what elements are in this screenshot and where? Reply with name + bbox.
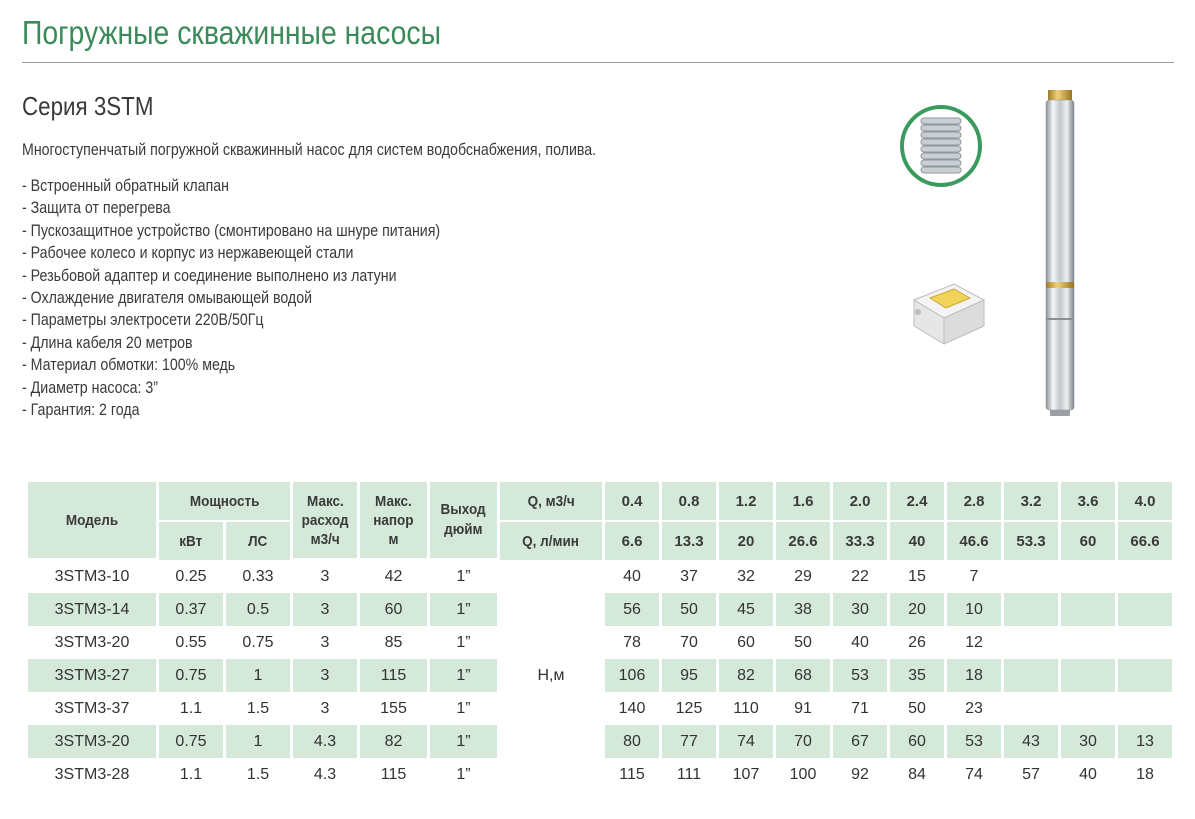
head-value-cell: 13 [1118, 725, 1172, 758]
max-head-cell: 115 [380, 765, 407, 783]
max-head-cell: 82 [360, 725, 427, 758]
model-cell: 3STM3-14 [28, 593, 156, 626]
max-flow-cell: 3 [293, 593, 357, 626]
q-lmin-label: Q, л/мин [500, 522, 602, 560]
head-value-cell: 45 [719, 593, 773, 626]
max-flow-cell: 4.3 [293, 725, 357, 758]
col-kw: кВт [159, 522, 223, 560]
head-value-cell: 15 [908, 567, 926, 585]
q-m3-cell: 4.0 [1118, 482, 1172, 522]
control-box-image [906, 278, 988, 348]
head-value-cell: 100 [789, 765, 817, 783]
head-value-cell [1118, 560, 1172, 593]
model-cell: 3STM3-27 [28, 659, 156, 692]
hp-cell: 0.5 [226, 593, 290, 626]
head-value-cell [1118, 692, 1172, 725]
feature-item: - Длина кабеля 20 метров [22, 333, 193, 352]
hp-cell: 1.5 [246, 765, 270, 783]
head-value-cell: 32 [737, 567, 755, 585]
head-value-cell: 23 [965, 699, 983, 717]
q-m3-cell: 0.4 [605, 482, 659, 522]
head-value-cell [1118, 593, 1172, 626]
model-cell: 3STM3-10 [54, 567, 130, 585]
q-lmin-cell: 60 [1061, 522, 1115, 560]
head-value-cell: 38 [776, 593, 830, 626]
head-value-cell: 22 [851, 567, 869, 585]
max-head-cell: 60 [360, 593, 427, 626]
q-m3-cell: 2.4 [890, 482, 944, 522]
specification-table [25, 482, 1175, 791]
table-row [28, 560, 1172, 593]
head-value-cell: 43 [1004, 725, 1058, 758]
model-cell: 3STM3-28 [54, 765, 130, 783]
head-value-cell: 35 [890, 659, 944, 692]
head-value-cell [1118, 626, 1172, 659]
head-value-cell [1061, 560, 1115, 593]
max-head-cell: 115 [360, 659, 427, 692]
kw-cell: 1.1 [179, 765, 203, 783]
kw-cell: 0.75 [159, 659, 223, 692]
head-value-cell [1004, 659, 1058, 692]
head-value-cell: 70 [776, 725, 830, 758]
q-m3-cell: 3.2 [1004, 482, 1058, 522]
hp-cell: 0.75 [242, 633, 274, 651]
head-value-cell [1061, 692, 1115, 725]
hp-cell: 1 [226, 725, 290, 758]
q-lmin-cell: 33.3 [833, 522, 887, 560]
col-max-flow: Макс. расход м3/ч [293, 482, 357, 560]
feature-item: - Материал обмотки: 100% медь [22, 356, 236, 375]
q-lmin-cell: 26.6 [776, 522, 830, 560]
head-value-cell: 111 [676, 765, 702, 783]
feature-item: - Рабочее колесо и корпус из нержавеющей стали [22, 244, 354, 263]
head-value-cell: 70 [680, 633, 698, 651]
head-value-cell: 106 [605, 659, 659, 692]
model-cell: 3STM3-37 [54, 699, 130, 717]
q-lmin-cell: 13.3 [662, 522, 716, 560]
outlet-cell: 1” [456, 699, 471, 717]
outlet-cell: 1” [456, 633, 471, 651]
head-value-cell: 68 [776, 659, 830, 692]
q-m3-cell: 2.0 [833, 482, 887, 522]
head-value-cell: 7 [969, 567, 979, 585]
head-value-cell: 71 [851, 699, 869, 717]
feature-item: - Встроенный обратный клапан [22, 177, 229, 195]
max-flow-cell: 3 [320, 567, 330, 585]
table-header-row [28, 482, 1172, 522]
col-hp: ЛС [226, 522, 290, 560]
head-value-cell: 77 [662, 725, 716, 758]
max-flow-cell: 3 [320, 633, 330, 651]
outlet-cell: 1” [430, 593, 497, 626]
head-value-cell: 82 [719, 659, 773, 692]
head-value-cell: 115 [619, 765, 645, 783]
outlet-cell: 1” [430, 725, 497, 758]
head-value-cell [1004, 593, 1058, 626]
kw-cell: 0.37 [159, 593, 223, 626]
outlet-cell: 1” [456, 567, 471, 585]
head-value-cell: 92 [851, 765, 869, 783]
head-value-cell [1004, 560, 1058, 593]
head-value-cell: 95 [662, 659, 716, 692]
head-value-cell: 40 [1079, 765, 1097, 783]
hp-cell: 1 [226, 659, 290, 692]
head-value-cell: 30 [833, 593, 887, 626]
head-value-cell: 12 [965, 633, 983, 651]
head-value-cell [1061, 626, 1115, 659]
q-m3-cell: 1.2 [719, 482, 773, 522]
head-value-cell: 57 [1022, 765, 1040, 783]
q-lmin-cell: 6.6 [605, 522, 659, 560]
q-m3-cell: 3.6 [1061, 482, 1115, 522]
max-head-cell: 42 [384, 567, 403, 585]
outlet-cell: 1” [456, 765, 471, 783]
head-value-cell: 91 [794, 699, 812, 717]
head-value-cell: 10 [947, 593, 1001, 626]
head-value-cell: 74 [719, 725, 773, 758]
series-heading: Серия 3STM [22, 91, 154, 121]
q-lmin-cell: 40 [890, 522, 944, 560]
table-header-row [28, 522, 1172, 560]
head-value-cell: 53 [833, 659, 887, 692]
head-value-cell: 20 [890, 593, 944, 626]
head-value-cell [1061, 593, 1115, 626]
hp-cell: 0.33 [242, 567, 274, 585]
hp-cell: 1.5 [246, 699, 270, 717]
page-title: Погружные скважинные насосы [22, 14, 441, 51]
head-value-cell: 60 [890, 725, 944, 758]
max-flow-cell: 3 [320, 699, 330, 717]
title-divider [22, 62, 1174, 63]
kw-cell: 0.75 [159, 725, 223, 758]
head-value-cell: 26 [908, 633, 926, 651]
head-value-cell: 50 [662, 593, 716, 626]
head-value-cell: 40 [623, 567, 641, 585]
col-outlet: Выход дюйм [430, 482, 497, 560]
model-cell: 3STM3-20 [54, 633, 130, 651]
head-value-cell: 60 [737, 633, 755, 651]
max-flow-cell: 3 [293, 659, 357, 692]
head-value-cell: 40 [851, 633, 869, 651]
head-value-cell: 80 [605, 725, 659, 758]
head-value-cell: 50 [794, 633, 812, 651]
feature-item: - Гарантия: 2 года [22, 401, 140, 420]
head-value-cell [1061, 659, 1115, 692]
head-value-cell: 140 [618, 699, 646, 717]
head-value-cell: 78 [623, 633, 641, 651]
q-m3-cell: 2.8 [947, 482, 1001, 522]
feature-item: - Пускозащитное устройство (смонтировано на шнуре питания) [22, 221, 441, 240]
impeller-stack-badge-icon [899, 104, 983, 188]
head-value-cell [1118, 659, 1172, 692]
col-power: Мощность [159, 482, 290, 522]
q-lmin-cell: 53.3 [1004, 522, 1058, 560]
head-value-cell [1004, 626, 1058, 659]
max-flow-cell: 4.3 [313, 765, 337, 783]
kw-cell: 0.55 [175, 633, 207, 651]
feature-item: - Диаметр насоса: 3” [22, 378, 158, 397]
kw-cell: 0.25 [175, 567, 207, 585]
col-model: Модель [28, 482, 156, 560]
table-body [28, 560, 1172, 791]
feature-item: - Параметры электросети 220В/50Гц [22, 311, 264, 330]
head-value-cell: 53 [947, 725, 1001, 758]
head-value-cell: 50 [908, 699, 926, 717]
max-head-cell: 85 [384, 633, 403, 651]
head-value-cell: 107 [732, 765, 760, 783]
head-value-cell: 125 [675, 699, 703, 717]
q-m3-cell: 0.8 [662, 482, 716, 522]
feature-list [22, 175, 440, 421]
head-value-cell: 18 [1136, 765, 1154, 783]
head-value-cell: 18 [947, 659, 1001, 692]
product-description: Многоступенчатый погружной скважинный насос для систем водобснабжения, полива. [22, 141, 597, 159]
head-value-cell [1004, 692, 1058, 725]
pump-image [1036, 88, 1084, 418]
head-value-cell: 56 [605, 593, 659, 626]
head-value-cell: 29 [794, 567, 812, 585]
feature-item: - Охлаждение двигателя омывающей водой [22, 289, 313, 308]
head-label: Н,м [500, 560, 602, 791]
q-lmin-cell: 46.6 [947, 522, 1001, 560]
head-value-cell: 84 [908, 765, 926, 783]
head-value-cell: 110 [733, 699, 759, 717]
q-m3-cell: 1.6 [776, 482, 830, 522]
outlet-cell: 1” [430, 659, 497, 692]
head-value-cell: 67 [833, 725, 887, 758]
feature-item: - Резьбовой адаптер и соединение выполнено из латуни [22, 266, 397, 285]
model-cell: 3STM3-20 [28, 725, 156, 758]
q-m3-label: Q, м3/ч [500, 482, 602, 522]
max-head-cell: 155 [380, 699, 407, 717]
head-value-cell: 74 [965, 765, 983, 783]
head-value-cell: 30 [1061, 725, 1115, 758]
col-max-head: Макс. напор м [360, 482, 427, 560]
feature-item: - Защита от перегрева [22, 199, 171, 218]
q-lmin-cell: 20 [719, 522, 773, 560]
q-lmin-cell: 66.6 [1118, 522, 1172, 560]
kw-cell: 1.1 [179, 699, 203, 717]
head-value-cell: 37 [680, 567, 698, 585]
